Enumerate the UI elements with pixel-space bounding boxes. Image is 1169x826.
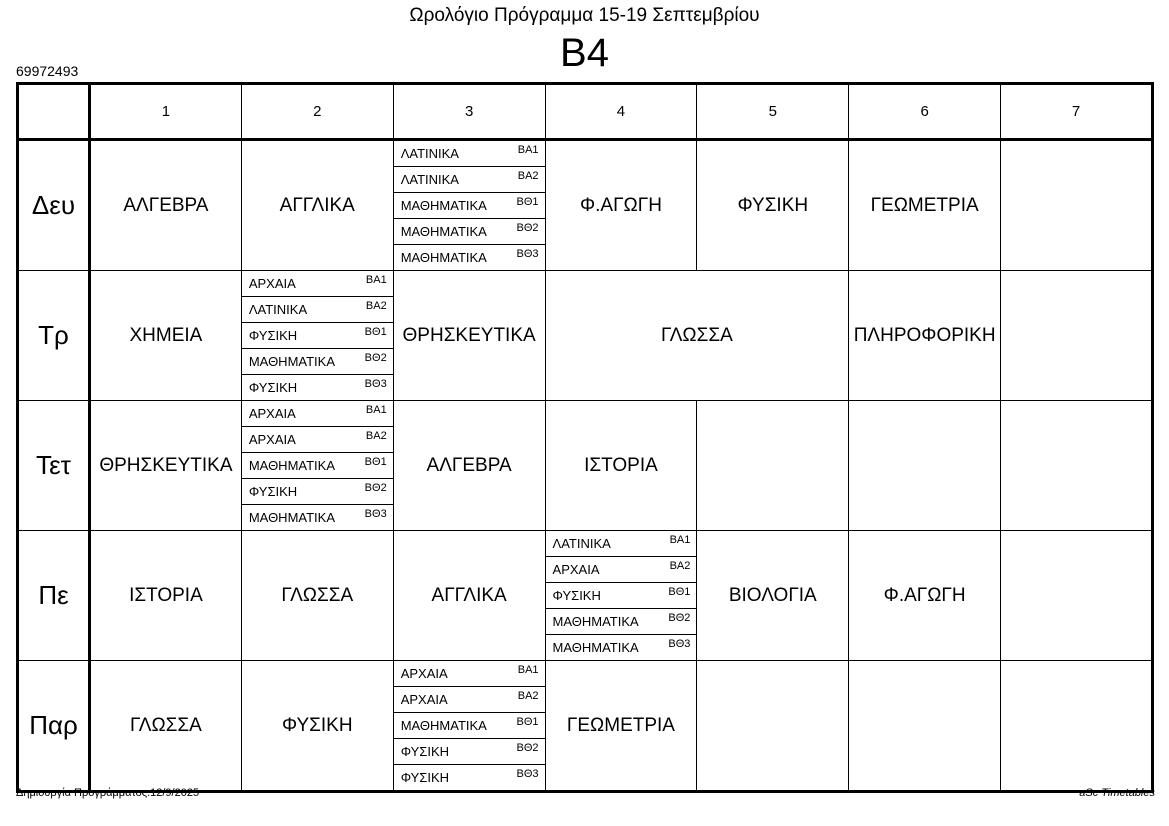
group-list — [394, 141, 545, 270]
creation-date: Δημιουργία Προγράμματος:12/9/2025 — [16, 787, 200, 799]
corner-cell — [18, 84, 90, 140]
group-lesson — [394, 661, 545, 687]
group-lesson — [242, 323, 393, 349]
group-code: ΒΑ2 — [365, 430, 387, 442]
group-subject: ΦΥΣΙΚΗ — [400, 744, 450, 759]
group-subject: ΛΑΤΙΝΙΚΑ — [248, 302, 308, 317]
group-subject: ΑΡΧΑΙΑ — [248, 432, 296, 447]
lesson-cell: ΑΛΓΕΒΡΑ — [393, 401, 545, 531]
period-header: 2 — [241, 84, 393, 140]
group-subject: ΜΑΘΗΜΑΤΙΚΑ — [248, 354, 336, 369]
period-header: 4 — [545, 84, 697, 140]
group-lesson — [394, 193, 545, 219]
group-lesson — [546, 531, 697, 557]
lesson-cell: Φ.ΑΓΩΓΗ — [849, 531, 1001, 661]
group-subject: ΑΡΧΑΙΑ — [552, 562, 600, 577]
group-code: ΒΘ1 — [364, 326, 387, 338]
lesson-cell: ΓΛΩΣΣΑ — [241, 531, 393, 661]
split-lesson-cell — [393, 661, 545, 792]
day-label: Δευ — [18, 140, 90, 271]
lesson-cell: ΠΛΗΡΟΦΟΡΙΚΗ — [849, 271, 1001, 401]
group-subject: ΜΑΘΗΜΑΤΙΚΑ — [248, 510, 336, 525]
group-lesson — [394, 219, 545, 245]
lesson-cell — [849, 661, 1001, 792]
lesson-cell: ΓΛΩΣΣΑ — [90, 661, 242, 792]
group-lesson — [242, 505, 393, 530]
group-code: ΒΑ1 — [517, 144, 539, 156]
group-code: ΒΘ3 — [516, 248, 539, 260]
lesson-cell — [1001, 271, 1153, 401]
group-lesson — [546, 635, 697, 660]
group-list — [546, 531, 697, 660]
split-lesson-cell — [393, 140, 545, 271]
split-lesson-cell — [241, 401, 393, 531]
group-code: ΒΑ1 — [517, 664, 539, 676]
group-code: ΒΘ3 — [364, 508, 387, 520]
class-code: 69972493 — [16, 63, 79, 79]
group-subject: ΦΥΣΙΚΗ — [248, 380, 298, 395]
day-row — [18, 271, 1153, 401]
group-code: ΒΘ1 — [668, 586, 691, 598]
lesson-cell: ΧΗΜΕΙΑ — [90, 271, 242, 401]
group-list — [394, 661, 545, 790]
group-subject: ΜΑΘΗΜΑΤΙΚΑ — [400, 250, 487, 265]
group-code: ΒΘ3 — [516, 768, 539, 780]
group-subject: ΛΑΤΙΝΙΚΑ — [400, 146, 459, 161]
period-header: 5 — [697, 84, 849, 140]
lesson-cell: ΑΓΓΛΙΚΑ — [241, 140, 393, 271]
lesson-cell — [1001, 661, 1153, 792]
group-code: ΒΑ1 — [365, 274, 387, 286]
lesson-cell: ΦΥΣΙΚΗ — [697, 140, 849, 271]
group-subject: ΜΑΘΗΜΑΤΙΚΑ — [552, 640, 639, 655]
timetable — [16, 82, 1154, 793]
group-lesson — [242, 349, 393, 375]
day-row — [18, 401, 1153, 531]
group-subject: ΦΥΣΙΚΗ — [400, 770, 450, 785]
group-code: ΒΘ1 — [516, 716, 539, 728]
group-code: ΒΑ2 — [517, 690, 539, 702]
group-subject: ΑΡΧΑΙΑ — [248, 276, 296, 291]
lesson-cell: Φ.ΑΓΩΓΗ — [545, 140, 697, 271]
lesson-cell — [1001, 531, 1153, 661]
group-code: ΒΑ2 — [365, 300, 387, 312]
group-list — [242, 271, 393, 400]
period-header-row — [18, 84, 1153, 140]
group-lesson — [394, 167, 545, 193]
lesson-cell: ΑΓΓΛΙΚΑ — [393, 531, 545, 661]
lesson-cell — [697, 661, 849, 792]
group-lesson — [394, 245, 545, 270]
lesson-cell: ΦΥΣΙΚΗ — [241, 661, 393, 792]
group-code: ΒΘ2 — [364, 482, 387, 494]
period-header: 6 — [849, 84, 1001, 140]
group-code: ΒΘ1 — [364, 456, 387, 468]
day-label: Πε — [18, 531, 90, 661]
period-header: 1 — [90, 84, 242, 140]
software-credit: aSc Timetables — [1079, 787, 1155, 799]
group-code: ΒΘ1 — [516, 196, 539, 208]
group-subject: ΛΑΤΙΝΙΚΑ — [400, 172, 459, 187]
lesson-cell: ΘΡΗΣΚΕΥΤΙΚΑ — [90, 401, 242, 531]
group-lesson — [242, 271, 393, 297]
group-lesson — [394, 713, 545, 739]
day-label: Τρ — [18, 271, 90, 401]
group-lesson — [546, 583, 697, 609]
lesson-cell: ΙΣΤΟΡΙΑ — [545, 401, 697, 531]
group-subject: ΛΑΤΙΝΙΚΑ — [552, 536, 611, 551]
lesson-cell: ΘΡΗΣΚΕΥΤΙΚΑ — [393, 271, 545, 401]
group-code: ΒΘ2 — [516, 742, 539, 754]
group-subject: ΦΥΣΙΚΗ — [552, 588, 601, 603]
day-row — [18, 531, 1153, 661]
split-lesson-cell — [241, 271, 393, 401]
lesson-cell: ΑΛΓΕΒΡΑ — [90, 140, 242, 271]
group-lesson — [242, 453, 393, 479]
lesson-cell: ΒΙΟΛΟΓΙΑ — [697, 531, 849, 661]
group-lesson — [242, 375, 393, 400]
group-lesson — [394, 141, 545, 167]
period-header: 3 — [393, 84, 545, 140]
group-lesson — [394, 765, 545, 790]
group-lesson — [546, 557, 697, 583]
group-subject: ΜΑΘΗΜΑΤΙΚΑ — [400, 718, 487, 733]
day-row — [18, 661, 1153, 792]
group-code: ΒΘ2 — [516, 222, 539, 234]
group-code: ΒΑ1 — [669, 534, 691, 546]
lesson-cell — [1001, 140, 1153, 271]
lesson-cell: ΓΛΩΣΣΑ — [545, 271, 849, 401]
group-code: ΒΘ3 — [668, 638, 691, 650]
group-lesson — [242, 479, 393, 505]
group-subject: ΑΡΧΑΙΑ — [400, 666, 448, 681]
group-lesson — [242, 427, 393, 453]
day-label: Τετ — [18, 401, 90, 531]
split-lesson-cell — [545, 531, 697, 661]
lesson-cell: ΓΕΩΜΕΤΡΙΑ — [545, 661, 697, 792]
group-subject: ΦΥΣΙΚΗ — [248, 328, 298, 343]
group-subject: ΜΑΘΗΜΑΤΙΚΑ — [248, 458, 336, 473]
group-subject: ΦΥΣΙΚΗ — [248, 484, 298, 499]
group-subject: ΑΡΧΑΙΑ — [248, 406, 296, 421]
group-lesson — [394, 739, 545, 765]
group-code: ΒΑ1 — [365, 404, 387, 416]
group-subject: ΜΑΘΗΜΑΤΙΚΑ — [400, 224, 487, 239]
lesson-cell: ΓΕΩΜΕΤΡΙΑ — [849, 140, 1001, 271]
group-code: ΒΘ2 — [364, 352, 387, 364]
group-lesson — [394, 687, 545, 713]
period-header: 7 — [1001, 84, 1153, 140]
group-lesson — [546, 609, 697, 635]
group-list — [242, 401, 393, 530]
day-row — [18, 140, 1153, 271]
group-subject: ΑΡΧΑΙΑ — [400, 692, 448, 707]
group-subject: ΜΑΘΗΜΑΤΙΚΑ — [552, 614, 639, 629]
group-lesson — [242, 297, 393, 323]
schedule-subtitle: Ωρολόγιο Πρόγραμμα 15-19 Σεπτεμβρίου — [409, 5, 760, 26]
lesson-cell — [1001, 401, 1153, 531]
group-code: ΒΑ2 — [669, 560, 691, 572]
lesson-cell — [849, 401, 1001, 531]
group-code: ΒΘ2 — [668, 612, 691, 624]
class-title: Β4 — [560, 31, 609, 75]
group-lesson — [242, 401, 393, 427]
day-label: Παρ — [18, 661, 90, 792]
lesson-cell — [697, 401, 849, 531]
group-code: ΒΑ2 — [517, 170, 539, 182]
lesson-cell: ΙΣΤΟΡΙΑ — [90, 531, 242, 661]
group-code: ΒΘ3 — [364, 378, 387, 390]
group-subject: ΜΑΘΗΜΑΤΙΚΑ — [400, 198, 487, 213]
